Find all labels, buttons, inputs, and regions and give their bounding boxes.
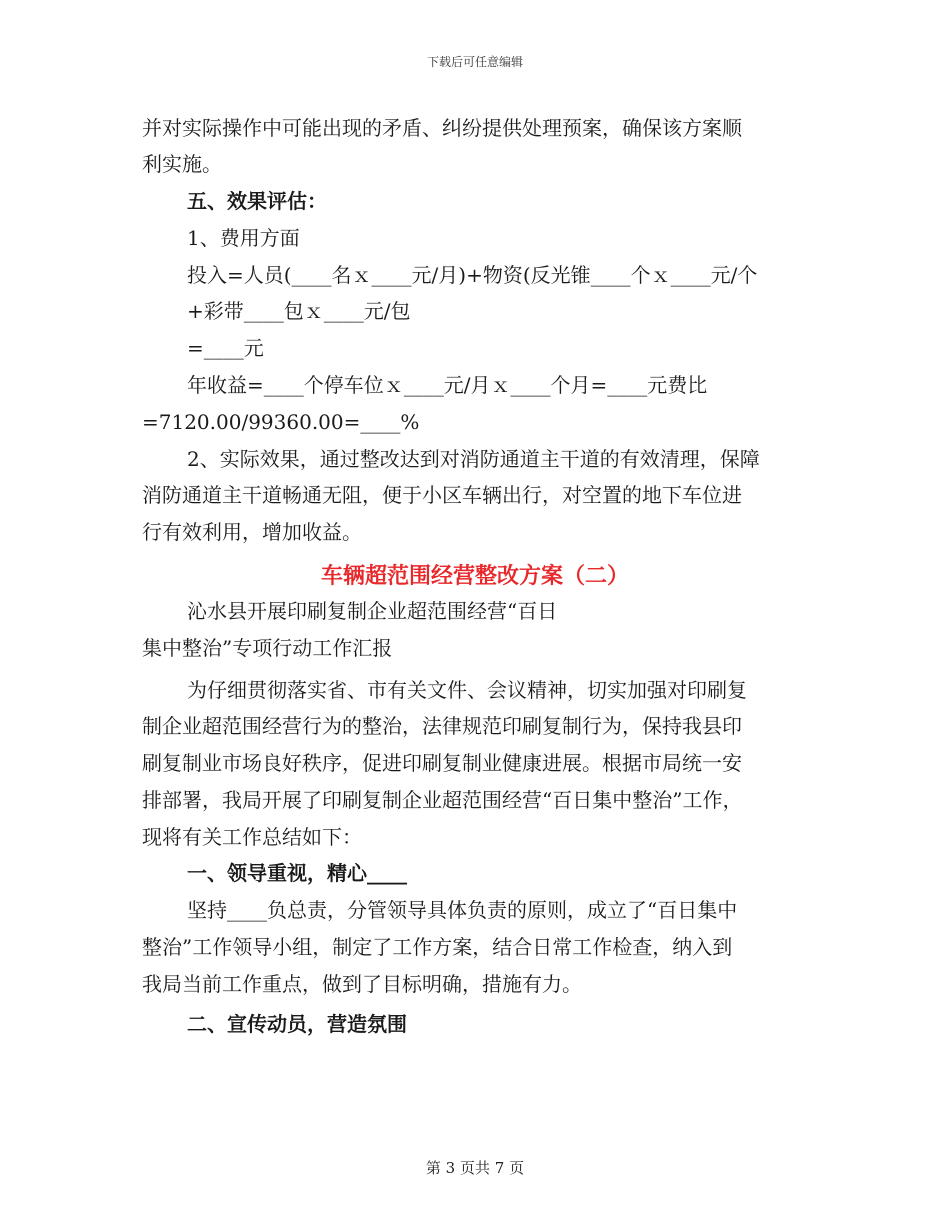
section-heading-1: 一、领导重视，精心____ [187,861,407,885]
body-line: 排部署，我局开展了印刷复制企业超范围经营“百日集中整治”工作， [142,788,743,812]
body-line: 行有效利用，增加收益。 [142,520,362,544]
body-line: 为仔细贯彻落实省、市有关文件、会议精神，切实加强对印刷复 [187,678,747,702]
subsection-cost: 1、费用方面 [187,226,300,250]
body-line: 刷复制业市场良好秩序，促进印刷复制业健康进展。根据市局统一安 [142,751,742,775]
section-heading-5: 五、效果评估： [187,189,327,213]
page-footer: 第 3 页共 7 页 [425,1159,525,1177]
body-line: 坚持____负总责，分管领导具体负责的原则，成立了“百日集中 [187,898,738,922]
body-line: 利实施。 [142,152,222,176]
body-line: 我局当前工作重点，做到了目标明确，措施有力。 [142,972,582,996]
body-line: 现将有关工作总结如下： [142,825,362,849]
body-line: 制企业超范围经营行为的整治，法律规范印刷复制行为，保持我县印 [142,714,742,738]
document-title: 车辆超范围经营整改方案（二） [320,563,629,589]
formula-line: =7120.00/99360.00=____% [142,410,420,434]
formula-line: =____元 [187,336,264,360]
report-subtitle: 集中整治”专项行动工作汇报 [142,636,393,660]
body-line: 整治”工作领导小组，制定了工作方案，结合日常工作检查，纳入到 [142,935,733,959]
body-line: 并对实际操作中可能出现的矛盾、纠纷提供处理预案，确保该方案顺 [142,116,742,140]
section-heading-2: 二、宣传动员，营造氛围 [187,1012,407,1036]
formula-line: 年收益=____个停车位ｘ____元/月ｘ____个月=____元费比 [187,373,708,397]
formula-line: 投入=人员(____名ｘ____元/月)+物资(反光锥____个ｘ____元/个 [187,263,758,287]
body-line: 2、实际效果，通过整改达到对消防通道主干道的有效清理，保障 [187,447,760,471]
page-header: 下载后可任意编辑 [426,55,523,69]
formula-line: +彩带____包ｘ____元/包 [187,299,411,323]
body-line: 消防通道主干道畅通无阻，便于小区车辆出行，对空置的地下车位进 [142,483,742,507]
report-subtitle: 沁水县开展印刷复制企业超范围经营“百日 [187,599,558,623]
